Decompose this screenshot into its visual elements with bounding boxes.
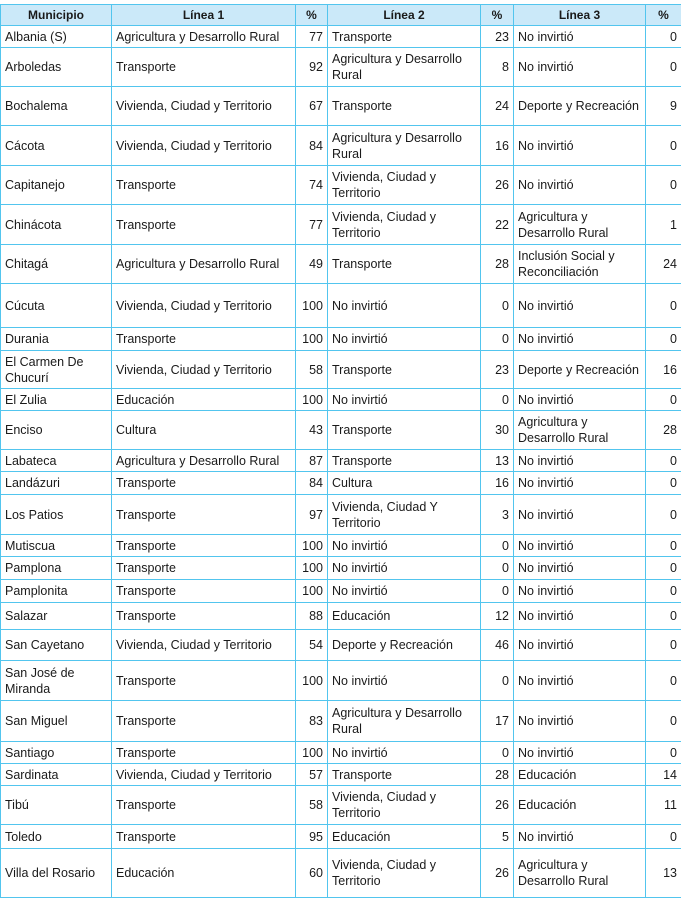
table-row [1,603,681,630]
cell-municipio: Tibú [1,786,112,825]
cell-pct-2: 16 [481,126,514,166]
cell-pct-1: 77 [296,205,328,245]
cell-pct-2: 0 [481,328,514,351]
header-row [1,5,681,26]
table-row [1,284,681,328]
cell-pct-2: 0 [481,661,514,701]
cell-pct-2: 8 [481,48,514,87]
cell-linea-3: No invirtió [514,742,646,764]
cell-linea-2: Deporte y Recreación [328,630,481,661]
cell-municipio: Landázuri [1,472,112,495]
cell-linea-3: No invirtió [514,450,646,472]
cell-linea-3: No invirtió [514,472,646,495]
cell-pct-1: 77 [296,26,328,48]
cell-pct-2: 0 [481,389,514,411]
cell-linea-2: No invirtió [328,580,481,603]
cell-pct-3: 0 [646,580,681,603]
cell-linea-2: No invirtió [328,328,481,351]
cell-linea-3: No invirtió [514,495,646,535]
table-row [1,472,681,495]
cell-linea-2: No invirtió [328,742,481,764]
cell-linea-1: Transporte [112,786,296,825]
cell-pct-2: 23 [481,351,514,389]
cell-linea-1: Agricultura y Desarrollo Rural [112,450,296,472]
cell-linea-2: Transporte [328,245,481,284]
cell-linea-1: Agricultura y Desarrollo Rural [112,26,296,48]
cell-linea-2: Transporte [328,26,481,48]
table-row [1,535,681,557]
cell-pct-3: 0 [646,389,681,411]
cell-pct-3: 28 [646,411,681,450]
cell-linea-1: Transporte [112,661,296,701]
cell-pct-2: 26 [481,786,514,825]
cell-pct-3: 24 [646,245,681,284]
cell-pct-3: 14 [646,764,681,786]
cell-linea-3: No invirtió [514,26,646,48]
cell-linea-2: Transporte [328,411,481,450]
cell-linea-1: Transporte [112,328,296,351]
cell-pct-3: 0 [646,166,681,205]
table-row [1,205,681,245]
cell-municipio: El Carmen De Chucurí [1,351,112,389]
cell-linea-1: Vivienda, Ciudad y Territorio [112,126,296,166]
cell-pct-1: 57 [296,764,328,786]
table-row [1,701,681,742]
cell-pct-2: 0 [481,742,514,764]
cell-linea-2: Vivienda, Ciudad y Territorio [328,786,481,825]
cell-pct-3: 0 [646,495,681,535]
cell-pct-2: 5 [481,825,514,849]
cell-pct-2: 28 [481,245,514,284]
cell-linea-2: Transporte [328,450,481,472]
cell-linea-1: Educación [112,389,296,411]
cell-pct-3: 0 [646,630,681,661]
cell-pct-2: 28 [481,764,514,786]
cell-pct-1: 58 [296,786,328,825]
cell-linea-3: No invirtió [514,328,646,351]
cell-pct-2: 46 [481,630,514,661]
cell-linea-2: No invirtió [328,535,481,557]
cell-pct-3: 0 [646,603,681,630]
table-row [1,48,681,87]
cell-linea-1: Transporte [112,48,296,87]
cell-linea-3: Educación [514,764,646,786]
cell-linea-3: Agricultura y Desarrollo Rural [514,205,646,245]
cell-linea-1: Cultura [112,411,296,450]
cell-linea-2: No invirtió [328,284,481,328]
cell-linea-1: Transporte [112,166,296,205]
cell-linea-1: Transporte [112,825,296,849]
cell-municipio: Los Patios [1,495,112,535]
cell-pct-1: 84 [296,472,328,495]
cell-linea-3: Deporte y Recreación [514,87,646,126]
header-pct-3: % [646,5,681,26]
cell-pct-1: 88 [296,603,328,630]
cell-pct-1: 74 [296,166,328,205]
cell-linea-2: No invirtió [328,557,481,580]
header-pct-1: % [296,5,328,26]
cell-pct-1: 100 [296,580,328,603]
cell-linea-1: Vivienda, Ciudad y Territorio [112,351,296,389]
cell-pct-3: 11 [646,786,681,825]
cell-linea-3: No invirtió [514,557,646,580]
cell-pct-3: 0 [646,661,681,701]
cell-linea-2: No invirtió [328,661,481,701]
cell-linea-3: Educación [514,786,646,825]
table-row [1,630,681,661]
cell-linea-1: Vivienda, Ciudad y Territorio [112,630,296,661]
cell-pct-2: 3 [481,495,514,535]
cell-linea-2: Educación [328,825,481,849]
cell-municipio: Durania [1,328,112,351]
cell-municipio: Santiago [1,742,112,764]
cell-pct-3: 0 [646,126,681,166]
table-row [1,764,681,786]
cell-pct-1: 54 [296,630,328,661]
cell-pct-2: 26 [481,166,514,205]
cell-linea-3: No invirtió [514,126,646,166]
cell-linea-3: No invirtió [514,580,646,603]
cell-linea-3: Agricultura y Desarrollo Rural [514,411,646,450]
table-row [1,166,681,205]
cell-linea-1: Transporte [112,580,296,603]
table-row [1,580,681,603]
cell-pct-3: 0 [646,284,681,328]
cell-linea-3: No invirtió [514,825,646,849]
cell-pct-1: 100 [296,328,328,351]
cell-linea-3: No invirtió [514,166,646,205]
cell-municipio: San José de Miranda [1,661,112,701]
cell-pct-1: 100 [296,389,328,411]
cell-linea-3: Agricultura y Desarrollo Rural [514,849,646,898]
header-linea-1: Línea 1 [112,5,296,26]
cell-linea-1: Vivienda, Ciudad y Territorio [112,87,296,126]
table-row [1,742,681,764]
cell-municipio: Toledo [1,825,112,849]
cell-pct-1: 100 [296,284,328,328]
cell-pct-2: 13 [481,450,514,472]
cell-pct-3: 1 [646,205,681,245]
table-row [1,825,681,849]
cell-linea-3: Inclusión Social y Reconciliación [514,245,646,284]
cell-municipio: Bochalema [1,87,112,126]
cell-linea-1: Transporte [112,603,296,630]
cell-municipio: Salazar [1,603,112,630]
cell-pct-1: 60 [296,849,328,898]
cell-linea-3: No invirtió [514,535,646,557]
cell-pct-3: 0 [646,535,681,557]
cell-pct-3: 0 [646,701,681,742]
cell-linea-2: Vivienda, Ciudad y Territorio [328,849,481,898]
table-row [1,351,681,389]
cell-pct-1: 100 [296,535,328,557]
cell-pct-1: 97 [296,495,328,535]
cell-pct-2: 17 [481,701,514,742]
cell-pct-3: 13 [646,849,681,898]
cell-linea-2: Agricultura y Desarrollo Rural [328,701,481,742]
cell-pct-2: 0 [481,557,514,580]
cell-pct-3: 0 [646,825,681,849]
table-row [1,126,681,166]
cell-pct-2: 22 [481,205,514,245]
cell-linea-3: No invirtió [514,284,646,328]
cell-municipio: Cúcuta [1,284,112,328]
cell-pct-1: 92 [296,48,328,87]
cell-municipio: Pamplonita [1,580,112,603]
cell-municipio: Pamplona [1,557,112,580]
cell-linea-2: Educación [328,603,481,630]
table-row [1,26,681,48]
table-row [1,786,681,825]
cell-pct-1: 58 [296,351,328,389]
table-row [1,849,681,898]
table-row [1,661,681,701]
investment-lines-table [0,4,681,898]
cell-pct-2: 26 [481,849,514,898]
cell-linea-2: Vivienda, Ciudad y Territorio [328,205,481,245]
cell-linea-1: Transporte [112,742,296,764]
cell-linea-3: No invirtió [514,661,646,701]
table-row [1,411,681,450]
cell-municipio: Chinácota [1,205,112,245]
cell-pct-1: 100 [296,742,328,764]
cell-pct-2: 0 [481,284,514,328]
cell-linea-3: No invirtió [514,48,646,87]
cell-pct-1: 100 [296,661,328,701]
cell-municipio: Mutiscua [1,535,112,557]
cell-pct-1: 84 [296,126,328,166]
cell-pct-1: 67 [296,87,328,126]
table-row [1,389,681,411]
cell-linea-1: Transporte [112,701,296,742]
table-row [1,245,681,284]
cell-linea-2: Vivienda, Ciudad Y Territorio [328,495,481,535]
cell-municipio: Labateca [1,450,112,472]
cell-pct-2: 30 [481,411,514,450]
cell-linea-2: Agricultura y Desarrollo Rural [328,126,481,166]
cell-linea-1: Educación [112,849,296,898]
cell-pct-3: 0 [646,557,681,580]
cell-municipio: Chitagá [1,245,112,284]
header-linea-3: Línea 3 [514,5,646,26]
cell-linea-1: Transporte [112,557,296,580]
cell-linea-3: No invirtió [514,701,646,742]
cell-linea-3: No invirtió [514,630,646,661]
cell-municipio: Villa del Rosario [1,849,112,898]
cell-pct-3: 0 [646,450,681,472]
cell-pct-2: 0 [481,580,514,603]
cell-municipio: Cácota [1,126,112,166]
cell-pct-2: 12 [481,603,514,630]
cell-linea-1: Transporte [112,495,296,535]
cell-linea-2: Cultura [328,472,481,495]
cell-linea-3: Deporte y Recreación [514,351,646,389]
cell-linea-3: No invirtió [514,603,646,630]
cell-pct-2: 16 [481,472,514,495]
table-row [1,328,681,351]
cell-linea-2: Transporte [328,764,481,786]
cell-pct-1: 43 [296,411,328,450]
cell-pct-1: 100 [296,557,328,580]
cell-pct-2: 23 [481,26,514,48]
cell-pct-3: 0 [646,472,681,495]
cell-municipio: Albania (S) [1,26,112,48]
cell-municipio: El Zulia [1,389,112,411]
cell-linea-2: Transporte [328,87,481,126]
cell-pct-3: 0 [646,26,681,48]
cell-pct-3: 0 [646,742,681,764]
cell-municipio: Capitanejo [1,166,112,205]
cell-municipio: Enciso [1,411,112,450]
cell-municipio: San Cayetano [1,630,112,661]
cell-linea-2: No invirtió [328,389,481,411]
cell-pct-1: 49 [296,245,328,284]
cell-linea-1: Vivienda, Ciudad y Territorio [112,284,296,328]
cell-pct-1: 87 [296,450,328,472]
cell-linea-1: Transporte [112,205,296,245]
cell-pct-1: 83 [296,701,328,742]
cell-linea-2: Vivienda, Ciudad y Territorio [328,166,481,205]
cell-pct-3: 0 [646,328,681,351]
cell-linea-1: Transporte [112,472,296,495]
table-row [1,87,681,126]
cell-pct-2: 24 [481,87,514,126]
cell-municipio: Arboledas [1,48,112,87]
table-row [1,450,681,472]
cell-pct-3: 0 [646,48,681,87]
cell-linea-1: Agricultura y Desarrollo Rural [112,245,296,284]
cell-pct-2: 0 [481,535,514,557]
cell-linea-1: Transporte [112,535,296,557]
table-row [1,495,681,535]
cell-linea-2: Transporte [328,351,481,389]
cell-pct-3: 9 [646,87,681,126]
cell-linea-3: No invirtió [514,389,646,411]
cell-linea-1: Vivienda, Ciudad y Territorio [112,764,296,786]
cell-pct-3: 16 [646,351,681,389]
cell-municipio: San Miguel [1,701,112,742]
header-linea-2: Línea 2 [328,5,481,26]
cell-linea-2: Agricultura y Desarrollo Rural [328,48,481,87]
header-municipio: Municipio [1,5,112,26]
cell-pct-1: 95 [296,825,328,849]
cell-municipio: Sardinata [1,764,112,786]
table-row [1,557,681,580]
header-pct-2: % [481,5,514,26]
